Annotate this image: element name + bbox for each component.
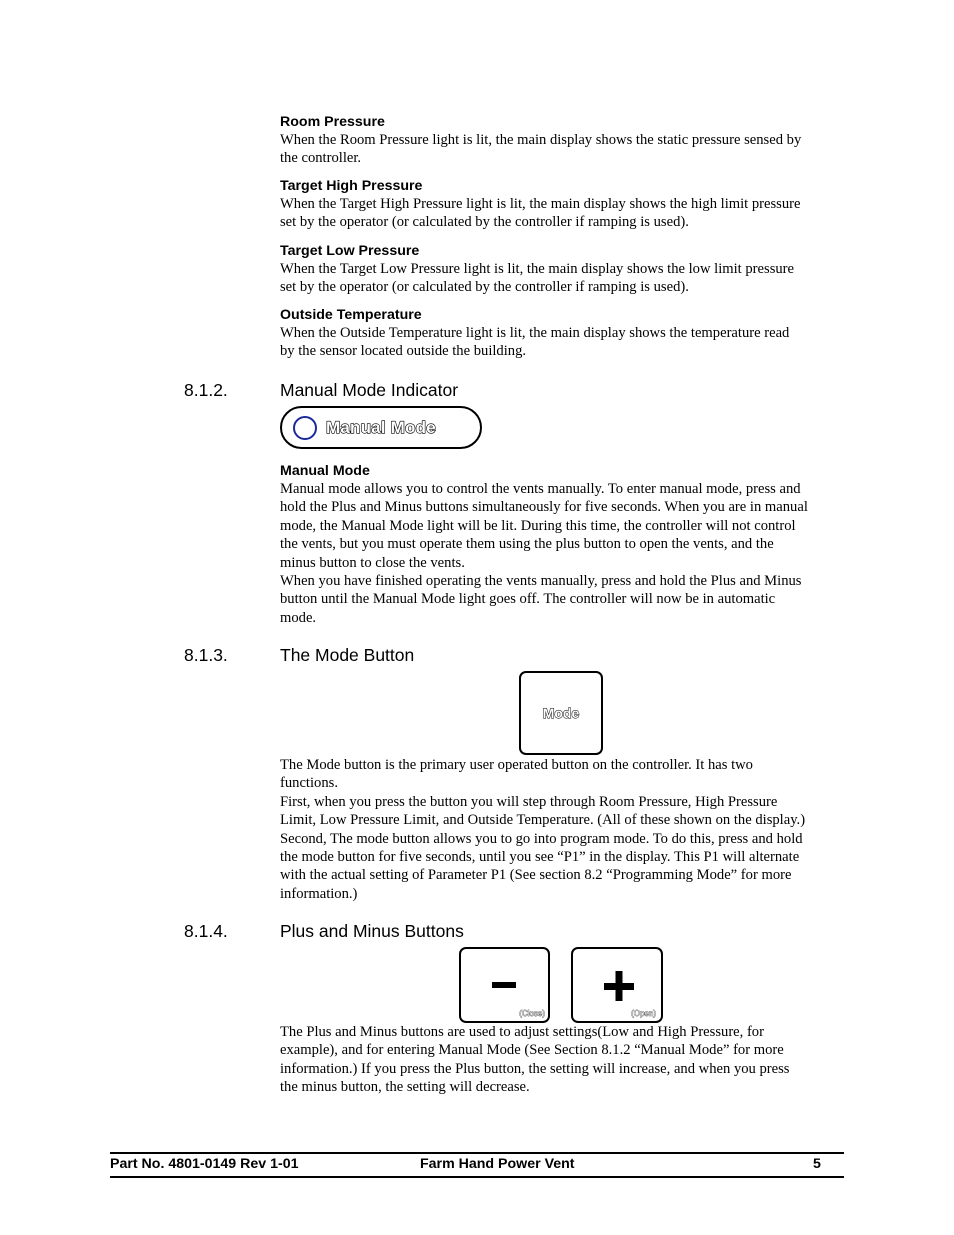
- target-low-line-2: set by the operator (or calculated by the controller if ramping is used).: [280, 279, 689, 296]
- plus-minus-line-1: The Plus and Minus buttons are used to adjust settings(Low and High Pressure, for: [280, 1024, 764, 1040]
- outside-temp-section: [280, 306, 850, 361]
- target-low-heading: Target Low Pressure: [280, 243, 420, 259]
- footer-page-number: 5: [813, 1156, 821, 1172]
- mode-button-line-1: The Mode button is the primary user operated button on the controller. It has two: [280, 757, 753, 773]
- room-pressure-line-2: the controller.: [280, 150, 362, 167]
- section-813-number: 8.1.3.: [184, 645, 228, 665]
- manual-mode-line-3: mode, the Manual Mode light will be lit. During this time, the controller will not control: [280, 517, 796, 534]
- section-814-number: 8.1.4.: [184, 921, 228, 941]
- mode-button-label: Mode: [542, 705, 580, 721]
- mode-button-line-8: information.): [280, 885, 358, 902]
- mode-button-line-4: Limit, Low Pressure Limit, and Outside Temperature. (All of these shown on the display.): [280, 812, 806, 829]
- manual-mode-line-7: button until the Manual Mode light goes off. The controller will now be in automatic: [280, 591, 776, 608]
- manual-mode-heading: Manual Mode: [280, 463, 370, 479]
- mode-button-line-3: First, when you press the button you will step through Room Pressure, High Pressure: [280, 793, 778, 810]
- manual-mode-section: [280, 462, 850, 627]
- outside-temp-line-1: When the Outside Temperature light is lit, the main display shows the temperature read: [280, 325, 790, 341]
- plus-button-label: (Open): [631, 1009, 656, 1018]
- mode-button-section: [280, 756, 850, 903]
- plus-button-illustration: [571, 947, 663, 1023]
- mode-button-illustration: [519, 671, 603, 755]
- manual-mode-line-6: When you have finished operating the vents manually, press and hold the Plus and Minus: [280, 573, 802, 590]
- section-814-title: Plus and Minus Buttons: [280, 921, 464, 941]
- target-low-section: [280, 242, 850, 297]
- section-812-title: Manual Mode Indicator: [280, 380, 459, 400]
- plus-minus-line-2: example), and for entering Manual Mode (See Section 8.1.2 “Manual Mode” for more: [280, 1042, 784, 1059]
- outside-temp-line-2: by the sensor located outside the building.: [280, 343, 527, 360]
- plus-minus-section: [280, 1023, 850, 1097]
- manual-mode-line-1: Manual mode allows you to control the vents manually. To enter manual mode, press and: [280, 481, 801, 497]
- footer-product-name: Farm Hand Power Vent: [420, 1156, 575, 1172]
- mode-button-line-7: with the actual setting of Parameter P1 (See section 8.2 “Programming Mode” for more: [280, 867, 792, 884]
- footer-top-rule: [110, 1152, 844, 1154]
- manual-mode-line-2: hold the Plus and Minus buttons simultaneously for five seconds. When you are in manual: [280, 499, 808, 516]
- target-low-line-1: When the Target Low Pressure light is lit, the main display shows the low limit pressure: [280, 261, 795, 277]
- target-high-heading: Target High Pressure: [280, 178, 423, 194]
- minus-button-label: (Close): [519, 1009, 545, 1018]
- target-high-line-1: When the Target High Pressure light is lit, the main display shows the high limit pressure: [280, 196, 801, 212]
- section-813-title: The Mode Button: [280, 645, 415, 665]
- manual-mode-line-8: mode.: [280, 609, 317, 626]
- outside-temp-heading: Outside Temperature: [280, 307, 422, 323]
- manual-mode-line-4: the vents, but you must operate them using the plus button to open the vents, and the: [280, 536, 774, 553]
- indicator-light-icon: [293, 416, 317, 440]
- mode-button-line-2: functions.: [280, 775, 338, 792]
- manual-mode-indicator: [280, 406, 482, 449]
- room-pressure-section: [280, 113, 850, 168]
- plus-minus-line-3: information.) If you press the Plus button, the setting will increase, and when you press: [280, 1060, 790, 1077]
- section-812-number: 8.1.2.: [184, 380, 228, 400]
- plus-minus-line-4: the minus button, the setting will decrease.: [280, 1079, 530, 1096]
- footer-bottom-rule: [110, 1176, 844, 1178]
- page-footer: [110, 1156, 844, 1176]
- mode-button-line-5: Second, The mode button allows you to go into program mode. To do this, press and hold: [280, 830, 803, 847]
- target-high-line-2: set by the operator (or calculated by the controller if ramping is used).: [280, 214, 689, 231]
- mode-button-line-6: the mode button for five seconds, until you see “P1” in the display. This P1 will alternate: [280, 849, 800, 866]
- footer-part-number: Part No. 4801-0149 Rev 1-01: [110, 1156, 299, 1172]
- target-high-section: [280, 177, 850, 232]
- manual-mode-line-5: minus button to close the vents.: [280, 554, 465, 571]
- minus-button-illustration: [459, 947, 550, 1023]
- room-pressure-line-1: When the Room Pressure light is lit, the main display shows the static pressure sensed by: [280, 132, 802, 148]
- room-pressure-heading: Room Pressure: [280, 114, 385, 130]
- manual-mode-indicator-label: Manual Mode: [326, 417, 436, 437]
